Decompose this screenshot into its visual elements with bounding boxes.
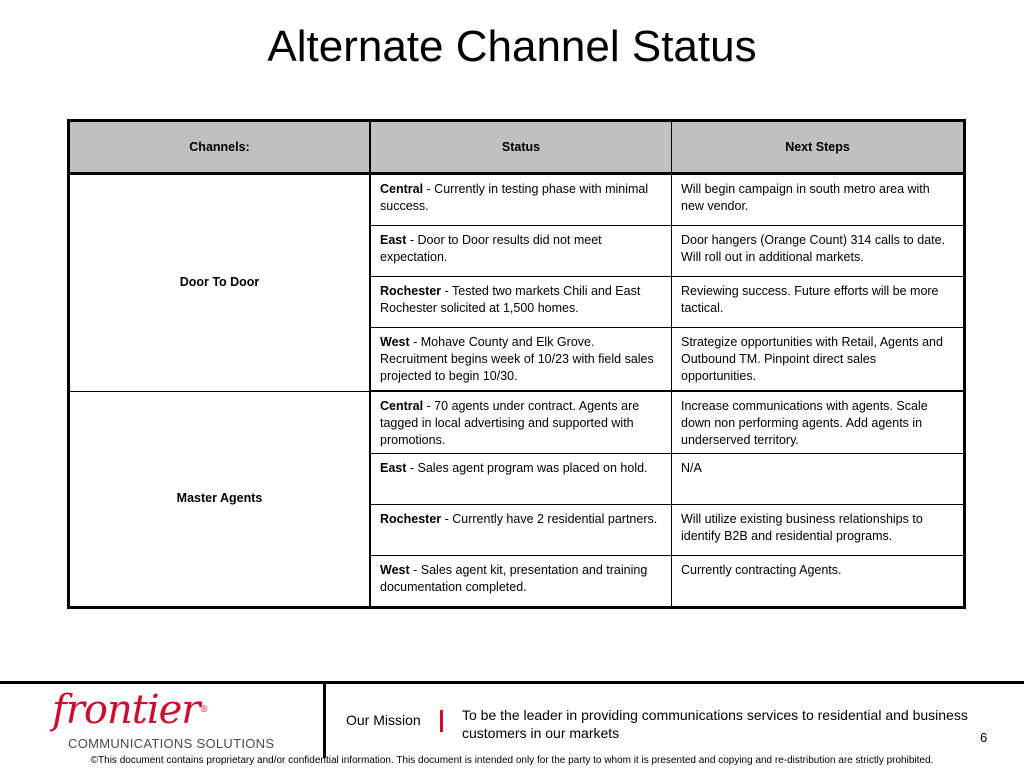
next-steps-cell: Will utilize existing business relationships to identify B2B and residential programs.	[672, 505, 965, 556]
status-text: - Sales agent program was placed on hold.	[406, 461, 648, 475]
status-cell	[370, 174, 672, 226]
status-cell	[370, 328, 672, 392]
channel-cell: Door To Door	[69, 174, 371, 392]
status-cell	[370, 277, 672, 328]
table-row	[69, 174, 965, 226]
channel-cell: Master Agents	[69, 391, 371, 608]
next-steps-cell: N/A	[672, 454, 965, 505]
status-text: - Currently in testing phase with minimal success.	[380, 182, 649, 213]
logo-wordmark: frontier	[52, 687, 200, 733]
logo-subtitle: COMMUNICATIONS SOLUTIONS	[68, 736, 275, 751]
status-cell	[370, 391, 672, 454]
registered-mark: ®	[199, 705, 208, 715]
column-header-channels: Channels:	[69, 121, 371, 174]
status-text: - 70 agents under contract. Agents are tagged in local advertising and supported with promotions.	[380, 399, 640, 447]
region-label: Central	[380, 182, 424, 196]
region-label: Rochester	[380, 512, 442, 526]
footer-divider	[323, 684, 326, 758]
region-label: Central	[380, 399, 424, 413]
page-number: 6	[980, 730, 988, 745]
status-text: - Tested two markets Chili and East Rochester solicited at 1,500 homes.	[380, 284, 641, 315]
table-header-row	[69, 121, 965, 174]
status-cell	[370, 556, 672, 608]
next-steps-cell: Strategize opportunities with Retail, Agents and Outbound TM. Pinpoint direct sales opportunities.	[672, 328, 965, 392]
region-label: East	[380, 461, 407, 475]
next-steps-cell: Reviewing success. Future efforts will be more tactical.	[672, 277, 965, 328]
status-cell	[370, 505, 672, 556]
region-label: West	[380, 335, 410, 349]
footer-rule	[0, 681, 1024, 684]
region-label: West	[380, 563, 410, 577]
status-text: - Currently have 2 residential partners.	[441, 512, 658, 526]
mission-statement: To be the leader in providing communications services to residential and business customers in our markets	[462, 707, 968, 741]
next-steps-cell: Will begin campaign in south metro area with new vendor.	[672, 174, 965, 226]
status-text: - Door to Door results did not meet expectation.	[380, 233, 602, 264]
status-text: - Sales agent kit, presentation and training documentation completed.	[380, 563, 648, 594]
next-steps-cell: Currently contracting Agents.	[672, 556, 965, 608]
next-steps-cell: Door hangers (Orange Count) 314 calls to date. Will roll out in additional markets.	[672, 226, 965, 277]
channel-status-table	[67, 119, 966, 609]
frontier-logo	[52, 687, 282, 752]
page-title: Alternate Channel Status	[267, 22, 757, 71]
next-steps-cell: Increase communications with agents. Scale down non performing agents. Add agents in underserved territory.	[672, 391, 965, 454]
column-header-status: Status	[370, 121, 672, 174]
status-text: - Mohave County and Elk Grove. Recruitment begins week of 10/23 with field sales projected to begin 10/30.	[380, 335, 654, 383]
confidentiality-disclaimer: ©This document contains proprietary and/or confidential information. This document is intended only for the party to whom it is presented and copying and re-distribution are strictly prohibited.	[90, 755, 934, 766]
mission-label: Our Mission	[346, 712, 421, 728]
region-label: Rochester	[380, 284, 442, 298]
column-header-next-steps: Next Steps	[672, 121, 965, 174]
table-row	[69, 391, 965, 454]
mission-separator	[440, 710, 443, 732]
status-cell	[370, 454, 672, 505]
status-cell	[370, 226, 672, 277]
region-label: East	[380, 233, 407, 247]
